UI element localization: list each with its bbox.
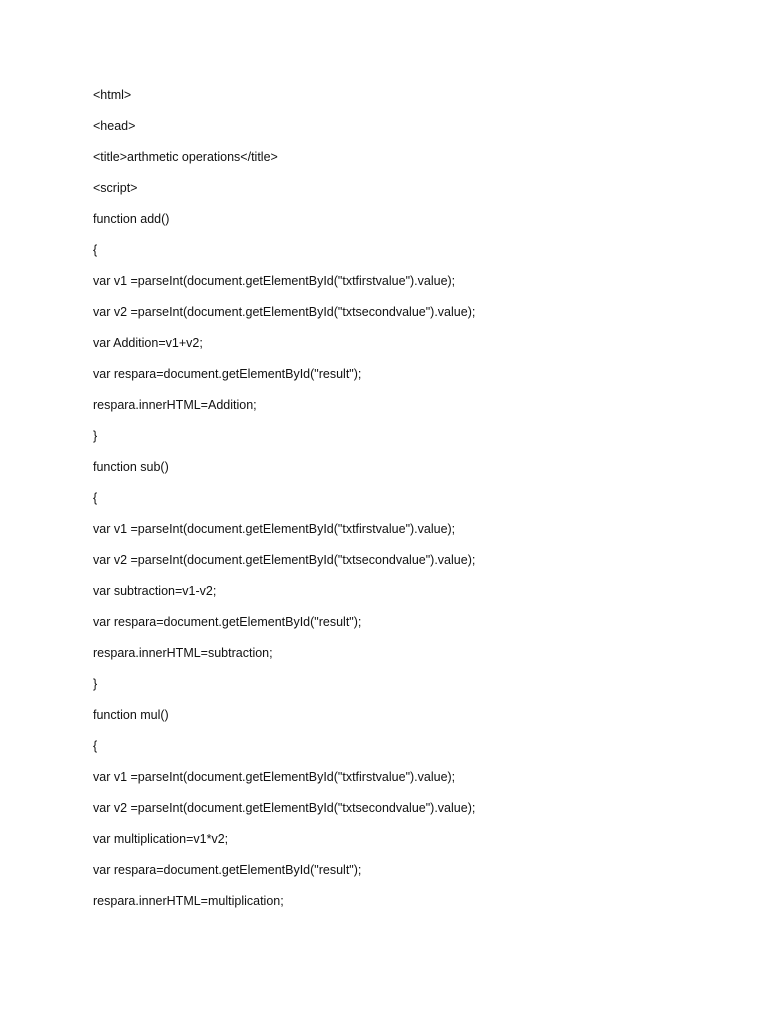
code-line: var respara=document.getElementById("result"); xyxy=(93,863,362,877)
code-line: var v2 =parseInt(document.getElementById("txtsecondvalue").value); xyxy=(93,305,476,319)
code-line: var v1 =parseInt(document.getElementById("txtfirstvalue").value); xyxy=(93,274,456,288)
code-line: <title>arthmetic operations</title> xyxy=(93,150,278,164)
code-line: respara.innerHTML=multiplication; xyxy=(93,894,284,908)
code-line: { xyxy=(93,243,98,257)
code-line: function sub() xyxy=(93,460,169,474)
code-line: function add() xyxy=(93,212,170,226)
code-line: <html> xyxy=(93,88,132,102)
code-line: var v1 =parseInt(document.getElementById("txtfirstvalue").value); xyxy=(93,522,456,536)
code-line: var v2 =parseInt(document.getElementById("txtsecondvalue").value); xyxy=(93,553,476,567)
code-line: var multiplication=v1*v2; xyxy=(93,832,229,846)
code-line: respara.innerHTML=subtraction; xyxy=(93,646,273,660)
code-line: <head> xyxy=(93,119,136,133)
code-listing xyxy=(93,88,475,925)
code-line: var v1 =parseInt(document.getElementById("txtfirstvalue").value); xyxy=(93,770,456,784)
code-line: } xyxy=(93,429,98,443)
code-line: var Addition=v1+v2; xyxy=(93,336,203,350)
code-line: } xyxy=(93,677,98,691)
code-line: respara.innerHTML=Addition; xyxy=(93,398,257,412)
code-line: function mul() xyxy=(93,708,169,722)
code-line: var subtraction=v1-v2; xyxy=(93,584,217,598)
code-line: var respara=document.getElementById("result"); xyxy=(93,367,362,381)
code-line: var v2 =parseInt(document.getElementById("txtsecondvalue").value); xyxy=(93,801,476,815)
code-line: { xyxy=(93,491,98,505)
code-line: { xyxy=(93,739,98,753)
code-line: var respara=document.getElementById("result"); xyxy=(93,615,362,629)
code-line: <script> xyxy=(93,181,138,195)
